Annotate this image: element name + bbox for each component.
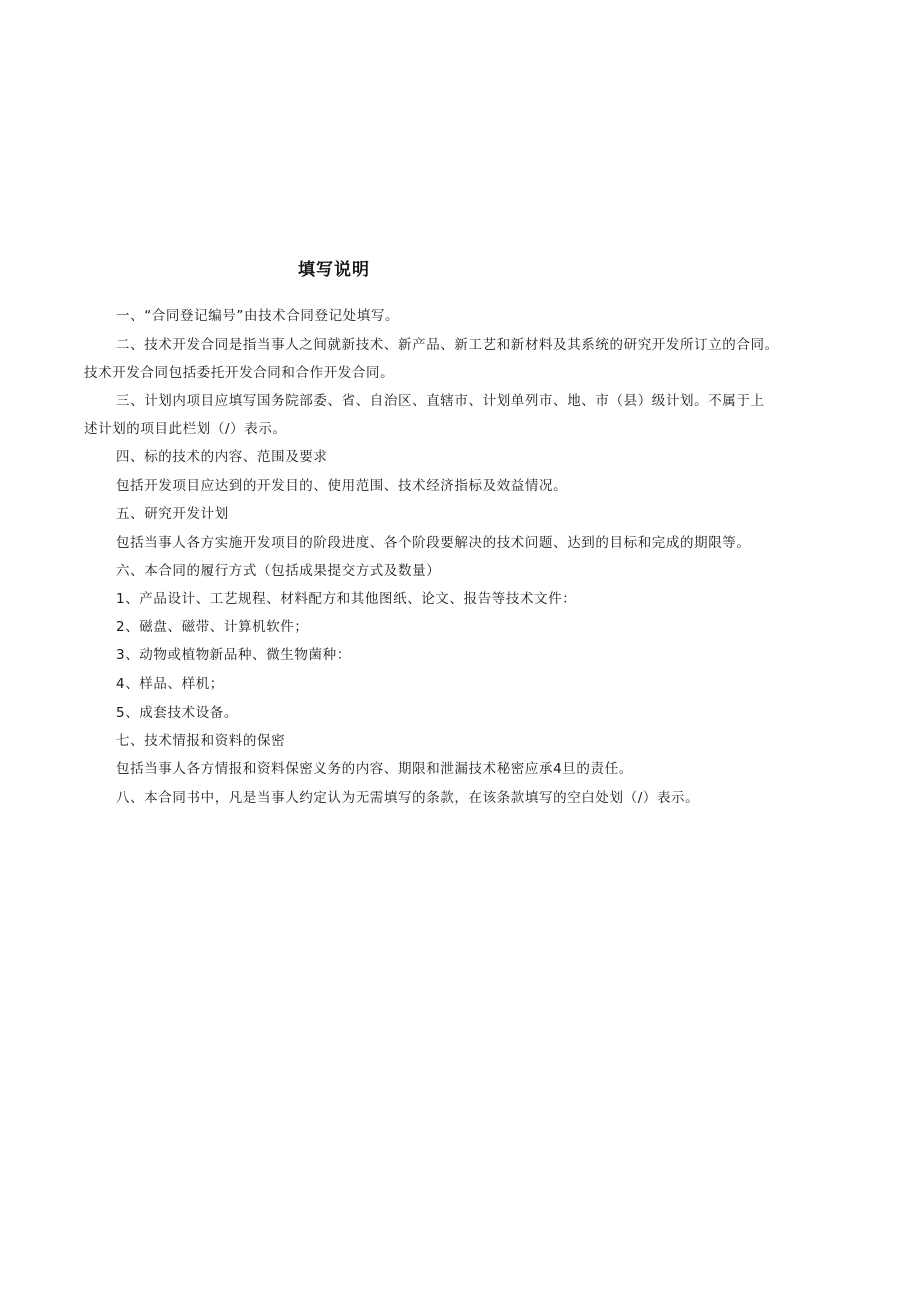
- page-title: 填写说明: [298, 260, 370, 280]
- instruction-line: 三、计划内项目应填写国务院部委、省、自治区、直辖市、计划单列市、地、市（县）级计划。不属于上: [116, 393, 765, 409]
- instruction-line: 包括开发项目应达到的开发目的、使用范围、技术经济指标及效益情况。: [116, 478, 568, 494]
- instruction-line: 包括当事人各方情报和资料保密义务的内容、期限和泄漏技术秘密应承4旦的责任。: [116, 761, 633, 777]
- instruction-line: 1、产品设计、工艺规程、材料配方和其他图纸、论文、报告等技术文件：: [116, 591, 577, 607]
- instruction-line: 六、本合同的履行方式（包括成果提交方式及数量）: [116, 563, 441, 579]
- instruction-line: 八、本合同书中，凡是当事人约定认为无需填写的条款，在该条款填写的空白处划（/）表示。: [116, 790, 700, 806]
- instruction-line: 一、“合同登记编号”由技术合同登记处填写。: [116, 308, 400, 324]
- instruction-line: 4、样品、样机；: [116, 676, 224, 692]
- instruction-line: 5、成套技术设备。: [116, 705, 238, 721]
- instruction-line: 3、动物或植物新品种、微生物菌种：: [116, 647, 351, 663]
- instruction-line: 二、技术开发合同是指当事人之间就新技术、新产品、新工艺和新材料及其系统的研究开发所订立的合同。: [116, 337, 779, 353]
- instruction-line: 四、标的技术的内容、范围及要求: [116, 449, 328, 465]
- instruction-line: 包括当事人各方实施开发项目的阶段进度、各个阶段要解决的技术问题、达到的目标和完成的期限等。: [116, 535, 751, 551]
- instruction-line: 五、研究开发计划: [116, 506, 229, 522]
- instruction-line: 技术开发合同包括委托开发合同和合作开发合同。: [84, 365, 395, 381]
- instruction-line: 2、磁盘、磁带、计算机软件；: [116, 619, 309, 635]
- instruction-line: 述计划的项目此栏划（/）表示。: [84, 421, 287, 437]
- instruction-line: 七、技术情报和资料的保密: [116, 733, 286, 749]
